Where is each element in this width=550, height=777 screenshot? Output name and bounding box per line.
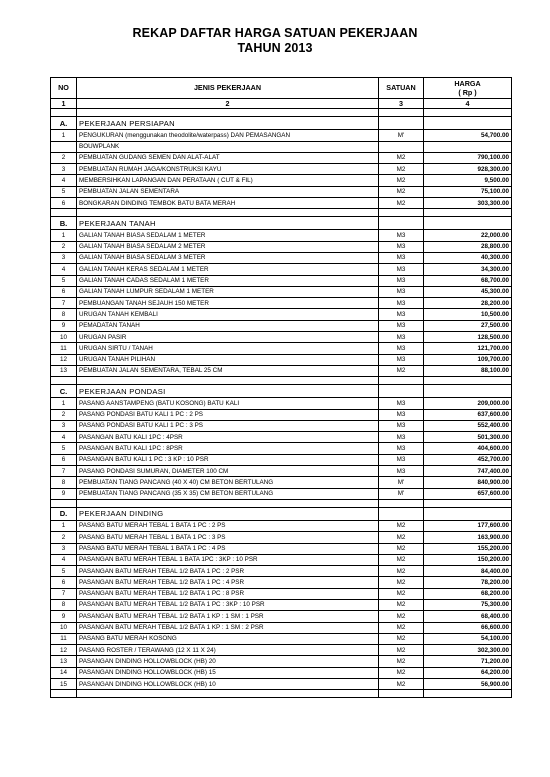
item-price: 64,200.00: [424, 667, 512, 678]
item-unit: M3: [379, 454, 424, 465]
empty-cell: [379, 209, 424, 217]
empty-cell: [51, 109, 77, 117]
item-unit: M3: [379, 230, 424, 241]
item-price: 75,300.00: [424, 599, 512, 610]
empty-cell: [424, 377, 512, 385]
item-price: 9,500.00: [424, 175, 512, 186]
item-unit: M3: [379, 309, 424, 320]
item-price: 54,700.00: [424, 130, 512, 141]
item-description: URUGAN PASIR: [77, 332, 379, 343]
item-unit: M2: [379, 520, 424, 531]
item-unit: M3: [379, 264, 424, 275]
item-unit: M3: [379, 298, 424, 309]
document-title: REKAP DAFTAR HARGA SATUAN PEKERJAAN: [132, 26, 418, 40]
item-description: MEMBERSIHKAN LAPANGAN DAN PERATAAN ( CUT & FIL): [77, 175, 379, 186]
table-row: [51, 466, 512, 477]
item-unit: M3: [379, 466, 424, 477]
table-row: [51, 432, 512, 443]
item-price: 928,300.00: [424, 164, 512, 175]
item-unit: M2: [379, 365, 424, 376]
item-description: PASANGAN DINDING HOLLOWBLOCK (HB) 20: [77, 656, 379, 667]
table-row: [51, 667, 512, 678]
section-header-row: [51, 385, 512, 398]
table-row: [51, 454, 512, 465]
item-unit: M2: [379, 679, 424, 690]
table-row: [51, 611, 512, 622]
item-description: PEMBUANGAN TANAH SEJAUH 150 METER: [77, 298, 379, 309]
item-unit: M': [379, 477, 424, 488]
section-title: PEKERJAAN TANAH: [77, 217, 379, 230]
item-price: 163,900.00: [424, 532, 512, 543]
empty-cell: [379, 385, 424, 398]
empty-cell: [424, 141, 512, 152]
table-row: [51, 343, 512, 354]
section-header-row: [51, 217, 512, 230]
item-number: 11: [51, 343, 77, 354]
item-description: PASANGAN DINDING HOLLOWBLOCK (HB) 15: [77, 667, 379, 678]
empty-cell: [51, 377, 77, 385]
item-description: PASANG BATU MERAH TEBAL 1 BATA 1 PC : 2 PS: [77, 520, 379, 531]
item-description: PEMBUATAN JALAN SEMENTARA, TEBAL 25 CM: [77, 365, 379, 376]
item-number: 9: [51, 611, 77, 622]
item-unit: M2: [379, 667, 424, 678]
item-number: 15: [51, 679, 77, 690]
empty-cell: [379, 117, 424, 130]
table-row: [51, 398, 512, 409]
item-price: 27,500.00: [424, 320, 512, 331]
item-price: 22,000.00: [424, 230, 512, 241]
header-harga-label: HARGA: [454, 79, 481, 88]
item-description: PASANGAN BATU MERAH TEBAL 1/2 BATA 1 KP : 1 SM : 2 PSR: [77, 622, 379, 633]
header-no: NO: [51, 78, 77, 99]
item-price: 68,400.00: [424, 611, 512, 622]
empty-cell: [379, 377, 424, 385]
table-row: [51, 599, 512, 610]
item-description: PASANG BATU MERAH TEBAL 1 BATA 1 PC : 4 PS: [77, 543, 379, 554]
item-price: 209,000.00: [424, 398, 512, 409]
item-description: BONGKARAN DINDING TEMBOK BATU BATA MERAH: [77, 198, 379, 209]
item-price: 657,600.00: [424, 488, 512, 499]
item-unit: M2: [379, 198, 424, 209]
table-row: [51, 230, 512, 241]
item-price: 128,500.00: [424, 332, 512, 343]
item-price: 40,300.00: [424, 252, 512, 263]
item-unit: M2: [379, 566, 424, 577]
empty-cell: [379, 499, 424, 507]
item-price: 68,700.00: [424, 275, 512, 286]
item-description: PASANGAN BATU MERAH TEBAL 1/2 BATA 1 PC : 2 PSR: [77, 566, 379, 577]
item-description: PENGUKURAN (menggunakan theodolite/waterpass) DAN PEMASANGAN: [77, 130, 379, 141]
item-number: 3: [51, 164, 77, 175]
table-row: [51, 554, 512, 565]
item-price: 177,600.00: [424, 520, 512, 531]
item-description: PASANGAN BATU MERAH TEBAL 1/2 BATA 1 KP : 1 SM : 1 PSR: [77, 611, 379, 622]
item-description: PEMBUATAN TIANG PANCANG (35 X 35) CM BETON BERTULANG: [77, 488, 379, 499]
item-number: 5: [51, 566, 77, 577]
item-description: PASANGAN BATU KALI 1PC : 4PSR: [77, 432, 379, 443]
item-description: PASANG ROSTER / TERAWANG (12 X 11 X 24): [77, 645, 379, 656]
item-price: 552,400.00: [424, 420, 512, 431]
item-price: 109,700.00: [424, 354, 512, 365]
item-description: PASANGAN DINDING HOLLOWBLOCK (HB) 10: [77, 679, 379, 690]
item-number: 4: [51, 264, 77, 275]
table-row: [51, 543, 512, 554]
table-row: [51, 320, 512, 331]
item-number: 2: [51, 532, 77, 543]
item-unit: M3: [379, 354, 424, 365]
table-row: [51, 633, 512, 644]
item-description: PASANG BATU MERAH KOSONG: [77, 633, 379, 644]
item-description: GALIAN TANAH CADAS SEDALAM 1 METER: [77, 275, 379, 286]
item-price: 71,200.00: [424, 656, 512, 667]
section-letter: D.: [51, 507, 77, 520]
item-unit: M3: [379, 420, 424, 431]
item-number: 5: [51, 186, 77, 197]
empty-cell: [51, 209, 77, 217]
item-unit: M2: [379, 186, 424, 197]
table-row: [51, 365, 512, 376]
item-price: 790,100.00: [424, 152, 512, 163]
item-unit: M3: [379, 275, 424, 286]
table-row: [51, 532, 512, 543]
table-row: [51, 264, 512, 275]
item-unit: M3: [379, 241, 424, 252]
item-description: URUGAN TANAH KEMBALI: [77, 309, 379, 320]
table-row: [51, 198, 512, 209]
table-row: [51, 298, 512, 309]
section-letter: B.: [51, 217, 77, 230]
item-number: 13: [51, 365, 77, 376]
item-price: 501,300.00: [424, 432, 512, 443]
table-row: [51, 164, 512, 175]
spacer-row: [51, 377, 512, 385]
empty-cell: [51, 690, 77, 698]
item-price: 840,900.00: [424, 477, 512, 488]
column-number-2: 2: [77, 99, 379, 109]
item-price: 155,200.00: [424, 543, 512, 554]
item-unit: M2: [379, 175, 424, 186]
header-harga-currency: ( Rp ): [458, 88, 477, 97]
item-number: 4: [51, 175, 77, 186]
table-row: [51, 130, 512, 141]
item-number: 6: [51, 577, 77, 588]
spacer-row: [51, 209, 512, 217]
item-description: PEMBUATAN TIANG PANCANG (40 X 40) CM BETON BERTULANG: [77, 477, 379, 488]
table-body: [51, 109, 512, 698]
item-description: PEMADATAN TANAH: [77, 320, 379, 331]
item-number: 8: [51, 477, 77, 488]
item-unit: M3: [379, 252, 424, 263]
item-price: 66,600.00: [424, 622, 512, 633]
item-price: 10,500.00: [424, 309, 512, 320]
item-number: 8: [51, 599, 77, 610]
item-number: 13: [51, 656, 77, 667]
item-number: 9: [51, 320, 77, 331]
table-row: [51, 577, 512, 588]
section-title: PEKERJAAN PERSIAPAN: [77, 117, 379, 130]
item-description: GALIAN TANAH LUMPUR SEDALAM 1 METER: [77, 286, 379, 297]
item-price: 78,200.00: [424, 577, 512, 588]
item-description: GALIAN TANAH BIASA SEDALAM 3 METER: [77, 252, 379, 263]
empty-cell: [77, 109, 379, 117]
item-number: 4: [51, 432, 77, 443]
item-number: 1: [51, 520, 77, 531]
header-jenis-pekerjaan: JENIS PEKERJAAN: [77, 78, 379, 99]
item-description: GALIAN TANAH BIASA SEDALAM 2 METER: [77, 241, 379, 252]
item-unit: M2: [379, 599, 424, 610]
item-number: 7: [51, 466, 77, 477]
item-number: 7: [51, 298, 77, 309]
item-unit: M2: [379, 633, 424, 644]
table-row: [51, 520, 512, 531]
item-description: PASANG PONDASI SUMURAN, DIAMETER 100 CM: [77, 466, 379, 477]
section-letter: A.: [51, 117, 77, 130]
item-unit: M3: [379, 286, 424, 297]
item-number: 12: [51, 354, 77, 365]
item-unit: M2: [379, 611, 424, 622]
item-unit: M3: [379, 443, 424, 454]
price-table: [50, 77, 512, 698]
item-number: 8: [51, 309, 77, 320]
item-number: 4: [51, 554, 77, 565]
item-price: 302,300.00: [424, 645, 512, 656]
item-unit: M3: [379, 320, 424, 331]
empty-cell: [77, 690, 379, 698]
empty-cell: [379, 217, 424, 230]
table-row: [51, 622, 512, 633]
item-unit: M2: [379, 543, 424, 554]
item-number: 1: [51, 230, 77, 241]
item-description: PASANGAN BATU KALI 1 PC : 3 KP : 10 PSR: [77, 454, 379, 465]
item-number: 2: [51, 152, 77, 163]
item-price: 303,300.00: [424, 198, 512, 209]
table-row: [51, 477, 512, 488]
empty-cell: [379, 690, 424, 698]
empty-cell: [424, 109, 512, 117]
item-price: 56,900.00: [424, 679, 512, 690]
empty-cell: [424, 117, 512, 130]
empty-cell: [424, 209, 512, 217]
item-unit: M3: [379, 343, 424, 354]
column-number-4: 4: [424, 99, 512, 109]
item-description: PASANGAN BATU MERAH TEBAL 1 BATA 1PC : 3KP : 10 PSR: [77, 554, 379, 565]
item-number: 5: [51, 275, 77, 286]
empty-cell: [51, 499, 77, 507]
item-number: 2: [51, 241, 77, 252]
item-price: 404,600.00: [424, 443, 512, 454]
table-row: [51, 241, 512, 252]
item-unit: M2: [379, 554, 424, 565]
item-number: 12: [51, 645, 77, 656]
column-number-1: 1: [51, 99, 77, 109]
item-unit: M3: [379, 432, 424, 443]
item-description: GALIAN TANAH KERAS SEDALAM 1 METER: [77, 264, 379, 275]
table-row: [51, 309, 512, 320]
item-price: 637,600.00: [424, 409, 512, 420]
item-number: 3: [51, 543, 77, 554]
item-description: URUGAN SIRTU / TANAH: [77, 343, 379, 354]
section-title: PEKERJAAN PONDASI: [77, 385, 379, 398]
empty-cell: [424, 385, 512, 398]
item-price: 452,700.00: [424, 454, 512, 465]
item-description-continued: BOUWPLANK: [77, 141, 379, 152]
section-title: PEKERJAAN DINDING: [77, 507, 379, 520]
spacer-row: [51, 109, 512, 117]
item-description: PASANGAN BATU MERAH TEBAL 1/2 BATA 1 PC : 4 PSR: [77, 577, 379, 588]
table-row: [51, 354, 512, 365]
item-unit: M2: [379, 164, 424, 175]
item-description: PEMBUATAN RUMAH JAGA/KONSTRUKSI KAYU: [77, 164, 379, 175]
item-price: 45,300.00: [424, 286, 512, 297]
item-price: 28,800.00: [424, 241, 512, 252]
table-row: [51, 420, 512, 431]
item-price: 54,100.00: [424, 633, 512, 644]
item-number: 9: [51, 488, 77, 499]
empty-cell: [424, 507, 512, 520]
empty-cell: [77, 377, 379, 385]
item-unit: M2: [379, 577, 424, 588]
item-unit: M': [379, 488, 424, 499]
item-description: GALIAN TANAH BIASA SEDALAM 1 METER: [77, 230, 379, 241]
table-row: [51, 645, 512, 656]
section-header-row: [51, 507, 512, 520]
item-number: 5: [51, 443, 77, 454]
item-unit: M': [379, 130, 424, 141]
item-price: 84,400.00: [424, 566, 512, 577]
table-row: [51, 286, 512, 297]
item-description: PASANG PONDASI BATU KALI 1 PC : 2 PS: [77, 409, 379, 420]
table-row: [51, 656, 512, 667]
empty-cell: [379, 109, 424, 117]
table-row: [51, 566, 512, 577]
item-price: 28,200.00: [424, 298, 512, 309]
item-number: 6: [51, 454, 77, 465]
header-harga: [424, 78, 512, 99]
table-row: [51, 252, 512, 263]
table-row: [51, 275, 512, 286]
table-row: [51, 409, 512, 420]
item-number: 3: [51, 252, 77, 263]
item-price: 75,100.00: [424, 186, 512, 197]
empty-cell: [77, 209, 379, 217]
empty-cell: [51, 141, 77, 152]
spacer-row: [51, 690, 512, 698]
empty-cell: [379, 141, 424, 152]
item-price: 34,300.00: [424, 264, 512, 275]
table-row: [51, 186, 512, 197]
empty-cell: [379, 507, 424, 520]
item-number: 14: [51, 667, 77, 678]
item-description: URUGAN TANAH PILIHAN: [77, 354, 379, 365]
table-row: [51, 488, 512, 499]
item-unit: M3: [379, 398, 424, 409]
table-row: [51, 175, 512, 186]
item-description: PASANGAN BATU MERAH TEBAL 1/2 BATA 1 PC : 3KP : 10 PSR: [77, 599, 379, 610]
item-number: 1: [51, 398, 77, 409]
table-row: [51, 332, 512, 343]
table-row: [51, 679, 512, 690]
item-unit: M2: [379, 588, 424, 599]
item-description: PEMBUATAN JALAN SEMENTARA: [77, 186, 379, 197]
table-row: [51, 443, 512, 454]
item-number: 11: [51, 633, 77, 644]
item-unit: M2: [379, 656, 424, 667]
spacer-row: [51, 499, 512, 507]
item-description: PASANGAN BATU KALI 1PC : 8PSR: [77, 443, 379, 454]
item-number: 1: [51, 130, 77, 141]
table-row: [51, 152, 512, 163]
item-price: 747,400.00: [424, 466, 512, 477]
empty-cell: [424, 217, 512, 230]
item-number: 2: [51, 409, 77, 420]
item-description: PASANG BATU MERAH TEBAL 1 BATA 1 PC : 3 PS: [77, 532, 379, 543]
item-description: PEMBUATAN GUDANG SEMEN DAN ALAT-ALAT: [77, 152, 379, 163]
column-number-3: 3: [379, 99, 424, 109]
table-row-continuation: [51, 141, 512, 152]
item-number: 6: [51, 286, 77, 297]
item-unit: M2: [379, 152, 424, 163]
item-unit: M2: [379, 532, 424, 543]
item-number: 10: [51, 622, 77, 633]
item-description: PASANGAN BATU MERAH TEBAL 1/2 BATA 1 PC : 8 PSR: [77, 588, 379, 599]
item-unit: M3: [379, 332, 424, 343]
empty-cell: [424, 499, 512, 507]
item-number: 10: [51, 332, 77, 343]
item-unit: M2: [379, 645, 424, 656]
item-number: 7: [51, 588, 77, 599]
item-number: 6: [51, 198, 77, 209]
item-description: PASANG PONDASI BATU KALI 1 PC : 3 PS: [77, 420, 379, 431]
empty-cell: [424, 690, 512, 698]
empty-cell: [77, 499, 379, 507]
item-unit: M3: [379, 409, 424, 420]
section-header-row: [51, 117, 512, 130]
item-price: 88,100.00: [424, 365, 512, 376]
document-subtitle-year: TAHUN 2013: [237, 41, 313, 55]
header-satuan: SATUAN: [379, 78, 424, 99]
item-price: 121,700.00: [424, 343, 512, 354]
section-letter: C.: [51, 385, 77, 398]
item-price: 68,200.00: [424, 588, 512, 599]
item-number: 3: [51, 420, 77, 431]
item-price: 150,200.00: [424, 554, 512, 565]
item-unit: M2: [379, 622, 424, 633]
item-description: PASANG AANSTAMPENG (BATU KOSONG) BATU KALI: [77, 398, 379, 409]
table-row: [51, 588, 512, 599]
